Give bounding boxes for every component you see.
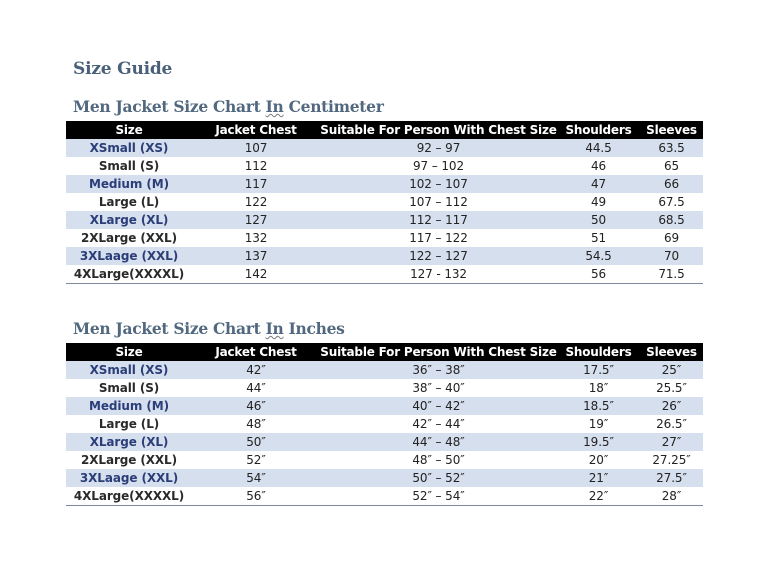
table-row	[66, 415, 703, 433]
cell-jacket-chest: 52″	[192, 451, 320, 469]
cell-shoulders: 56	[557, 265, 640, 284]
cell-sleeves: 26″	[640, 397, 703, 415]
title-text: Men Jacket Size Chart	[73, 97, 266, 116]
cell-shoulders: 20″	[557, 451, 640, 469]
table-row	[66, 139, 703, 157]
cell-suitable-chest: 117 – 122	[320, 229, 557, 247]
table-header-row	[66, 343, 703, 361]
cell-sleeves: 25″	[640, 361, 703, 379]
cell-sleeves: 67.5	[640, 193, 703, 211]
table-row	[66, 379, 703, 397]
cell-sleeves: 68.5	[640, 211, 703, 229]
cell-jacket-chest: 44″	[192, 379, 320, 397]
table-row	[66, 157, 703, 175]
cell-jacket-chest: 142	[192, 265, 320, 284]
cell-size: XSmall (XS)	[66, 361, 192, 379]
header-jacket-chest: Jacket Chest	[192, 343, 320, 361]
cell-jacket-chest: 122	[192, 193, 320, 211]
cell-suitable-chest: 122 – 127	[320, 247, 557, 265]
cell-suitable-chest: 52″ – 54″	[320, 487, 557, 506]
cell-sleeves: 27″	[640, 433, 703, 451]
table-row	[66, 175, 703, 193]
cell-suitable-chest: 127 - 132	[320, 265, 557, 284]
cell-jacket-chest: 137	[192, 247, 320, 265]
header-sleeves: Sleeves	[640, 121, 703, 139]
table-row	[66, 451, 703, 469]
header-shoulders: Shoulders	[557, 121, 640, 139]
cell-jacket-chest: 132	[192, 229, 320, 247]
table-row	[66, 247, 703, 265]
cell-sleeves: 63.5	[640, 139, 703, 157]
table-row	[66, 211, 703, 229]
cell-shoulders: 19.5″	[557, 433, 640, 451]
cell-jacket-chest: 46″	[192, 397, 320, 415]
cell-suitable-chest: 40″ – 42″	[320, 397, 557, 415]
cell-size: XLarge (XL)	[66, 211, 192, 229]
cell-size: Medium (M)	[66, 175, 192, 193]
cell-suitable-chest: 102 – 107	[320, 175, 557, 193]
title-text: Centimeter	[283, 97, 384, 116]
cell-size: Large (L)	[66, 193, 192, 211]
cell-size: Small (S)	[66, 379, 192, 397]
centimeter-size-table	[66, 121, 703, 284]
spellcheck-marked-word: In	[265, 97, 284, 116]
inches-chart-title	[73, 319, 345, 338]
cell-shoulders: 51	[557, 229, 640, 247]
cell-jacket-chest: 117	[192, 175, 320, 193]
cell-suitable-chest: 97 – 102	[320, 157, 557, 175]
cell-sleeves: 25.5″	[640, 379, 703, 397]
cell-sleeves: 69	[640, 229, 703, 247]
cell-sleeves: 70	[640, 247, 703, 265]
table-row	[66, 397, 703, 415]
table-row	[66, 487, 703, 506]
table-row	[66, 265, 703, 284]
cell-shoulders: 21″	[557, 469, 640, 487]
cell-jacket-chest: 107	[192, 139, 320, 157]
cell-jacket-chest: 127	[192, 211, 320, 229]
centimeter-chart-title	[73, 97, 384, 116]
cell-size: 4XLarge(XXXXL)	[66, 265, 192, 284]
header-shoulders: Shoulders	[557, 343, 640, 361]
cell-size: XLarge (XL)	[66, 433, 192, 451]
header-size: Size	[66, 343, 192, 361]
cell-suitable-chest: 50″ – 52″	[320, 469, 557, 487]
header-sleeves: Sleeves	[640, 343, 703, 361]
cell-suitable-chest: 44″ – 48″	[320, 433, 557, 451]
table-row	[66, 433, 703, 451]
cell-jacket-chest: 48″	[192, 415, 320, 433]
cell-size: Medium (M)	[66, 397, 192, 415]
table-row	[66, 469, 703, 487]
table-row	[66, 193, 703, 211]
cell-shoulders: 18″	[557, 379, 640, 397]
cell-suitable-chest: 42″ – 44″	[320, 415, 557, 433]
cell-shoulders: 19″	[557, 415, 640, 433]
cell-shoulders: 46	[557, 157, 640, 175]
cell-jacket-chest: 42″	[192, 361, 320, 379]
title-text: Inches	[283, 319, 345, 338]
cell-suitable-chest: 36″ – 38″	[320, 361, 557, 379]
table-header-row	[66, 121, 703, 139]
cell-sleeves: 27.5″	[640, 469, 703, 487]
table-row	[66, 229, 703, 247]
cell-sleeves: 71.5	[640, 265, 703, 284]
cell-shoulders: 17.5″	[557, 361, 640, 379]
cell-jacket-chest: 54″	[192, 469, 320, 487]
cell-suitable-chest: 38″ – 40″	[320, 379, 557, 397]
cell-sleeves: 27.25″	[640, 451, 703, 469]
cell-shoulders: 44.5	[557, 139, 640, 157]
cell-suitable-chest: 107 – 112	[320, 193, 557, 211]
cell-jacket-chest: 112	[192, 157, 320, 175]
cell-size: Large (L)	[66, 415, 192, 433]
page-title: Size Guide	[73, 59, 173, 79]
inches-size-table	[66, 343, 703, 506]
cell-size: 2XLarge (XXL)	[66, 451, 192, 469]
cell-sleeves: 28″	[640, 487, 703, 506]
cell-shoulders: 50	[557, 211, 640, 229]
cell-sleeves: 66	[640, 175, 703, 193]
header-suitable-chest: Suitable For Person With Chest Size	[320, 345, 557, 359]
cell-shoulders: 22″	[557, 487, 640, 506]
cell-size: 4XLarge(XXXXL)	[66, 487, 192, 506]
cell-suitable-chest: 112 – 117	[320, 211, 557, 229]
cell-size: 3XLaage (XXL)	[66, 469, 192, 487]
cell-jacket-chest: 50″	[192, 433, 320, 451]
table-row	[66, 361, 703, 379]
cell-shoulders: 18.5″	[557, 397, 640, 415]
cell-suitable-chest: 92 – 97	[320, 139, 557, 157]
cell-size: 2XLarge (XXL)	[66, 229, 192, 247]
cell-suitable-chest: 48″ – 50″	[320, 451, 557, 469]
cell-size: Small (S)	[66, 157, 192, 175]
cell-sleeves: 26.5″	[640, 415, 703, 433]
cell-jacket-chest: 56″	[192, 487, 320, 506]
cell-shoulders: 54.5	[557, 247, 640, 265]
cell-sleeves: 65	[640, 157, 703, 175]
header-jacket-chest: Jacket Chest	[192, 121, 320, 139]
cell-shoulders: 49	[557, 193, 640, 211]
spellcheck-marked-word: In	[265, 319, 284, 338]
header-size: Size	[66, 121, 192, 139]
title-text: Men Jacket Size Chart	[73, 319, 266, 338]
cell-size: 3XLaage (XXL)	[66, 247, 192, 265]
header-suitable-chest: Suitable For Person With Chest Size	[320, 123, 557, 137]
cell-shoulders: 47	[557, 175, 640, 193]
cell-size: XSmall (XS)	[66, 139, 192, 157]
